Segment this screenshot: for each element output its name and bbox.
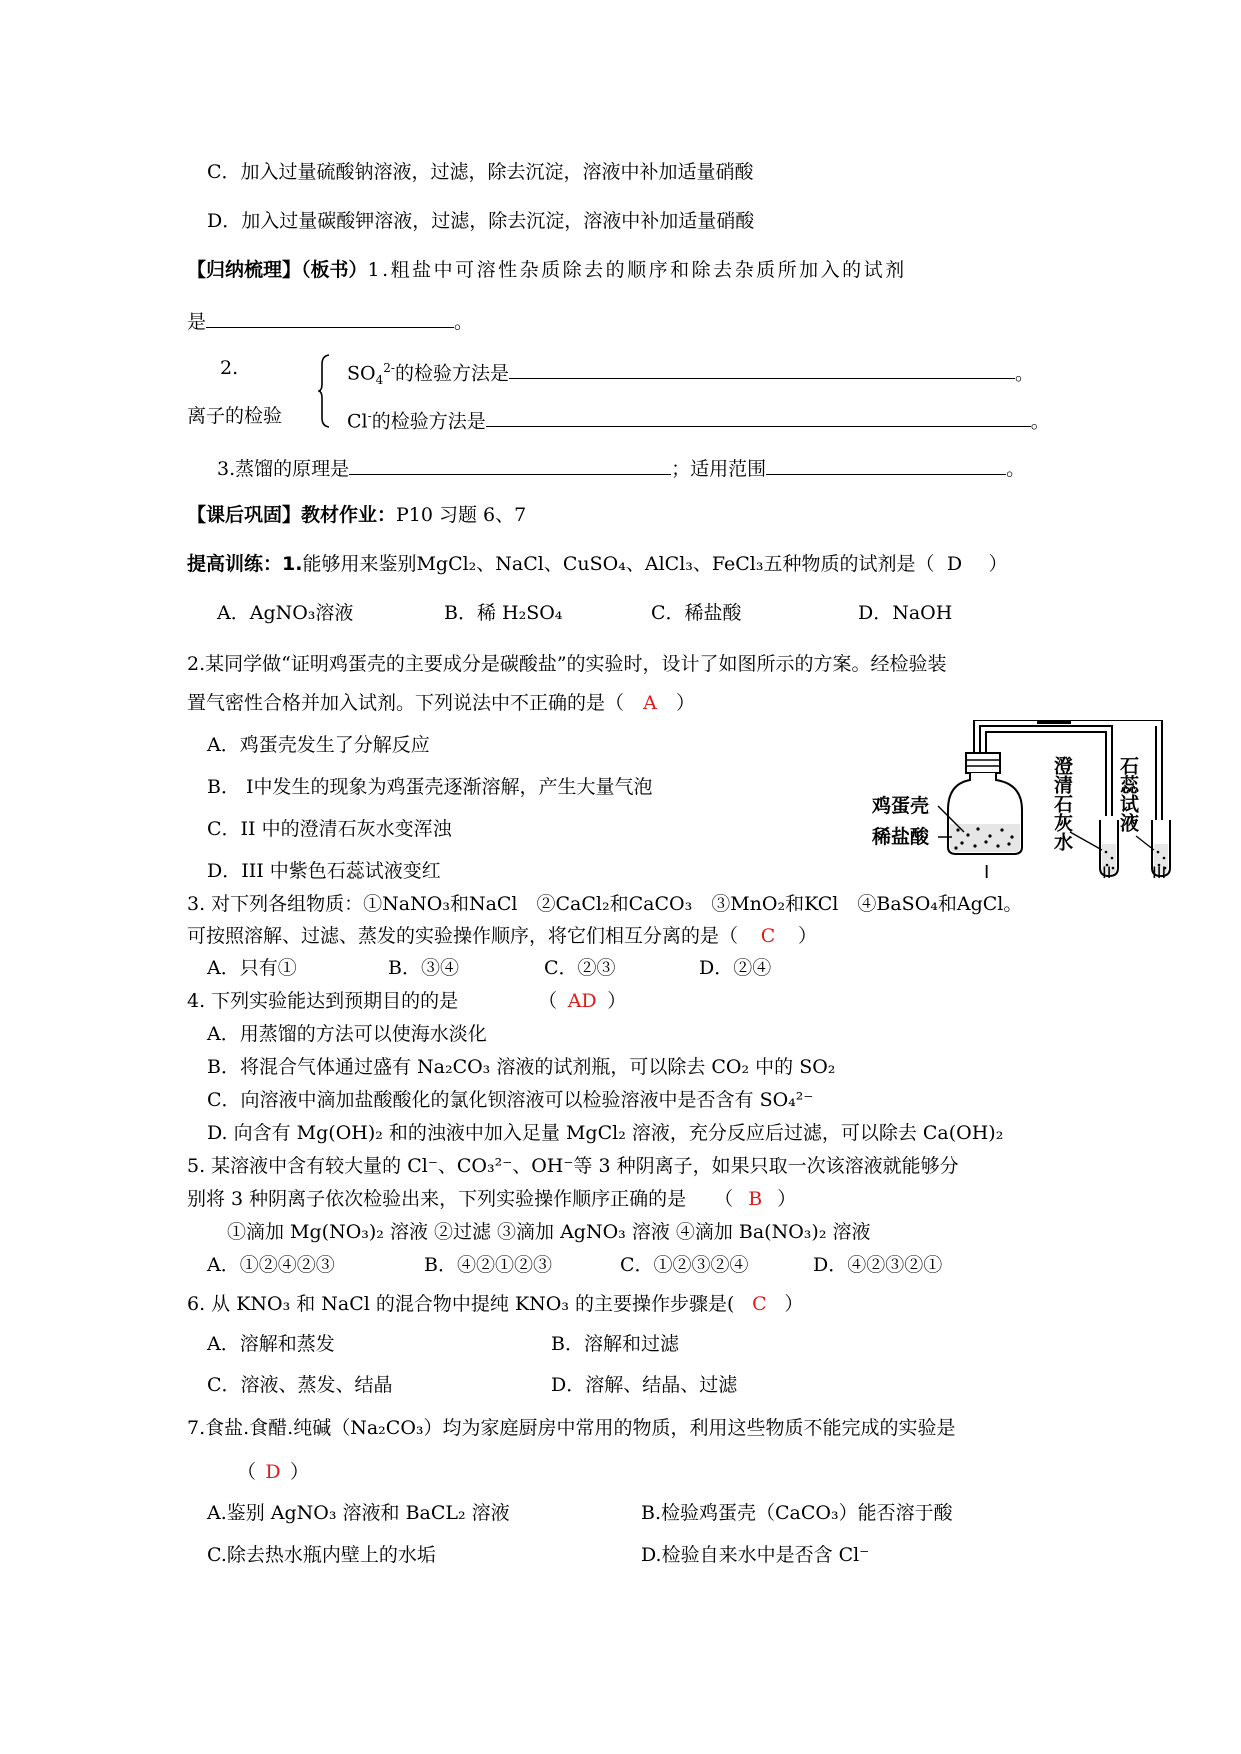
q1-answer: D <box>946 553 963 575</box>
item3-mid: ；适用范围 <box>671 458 767 480</box>
q1-option-a: A．AgNO₃溶液 <box>217 602 354 624</box>
q5-open: （ <box>714 1188 734 1210</box>
q2-option-c: C．II 中的澄清石灰水变浑浊 <box>207 818 452 840</box>
homework-line <box>187 503 526 527</box>
summary-heading: 【归纳梳理】（板书） <box>187 259 368 281</box>
q1-stem <box>187 552 1008 576</box>
cl-label: 的检验方法是 <box>371 410 486 433</box>
label-limewater: 澄清石灰水 <box>1051 756 1073 851</box>
q2-option-b: B． Ⅰ中发生的现象为鸡蛋壳逐渐溶解，产生大量气泡 <box>207 776 653 798</box>
q4-option-b: B．将混合气体通过盛有 Na₂CO₃ 溶液的试剂瓶，可以除去 CO₂ 中的 SO₂ <box>207 1056 836 1078</box>
q4-open: （ <box>538 990 558 1012</box>
q2-answer: A <box>643 692 657 714</box>
q5-option-d: D．④②③②① <box>813 1254 943 1276</box>
q5-option-c: C．①②③②④ <box>620 1254 749 1276</box>
q4-option-a: A．用蒸馏的方法可以使海水淡化 <box>207 1023 487 1045</box>
q5-stem-line1: 5. 某溶液中含有较大量的 Cl⁻、CO₃²⁻、OH⁻等 3 种阴离子，如果只取一次该溶液就能够分 <box>187 1155 959 1177</box>
q7-option-c: C.除去热水瓶内壁上的水垢 <box>207 1544 436 1566</box>
q6-close: ） <box>784 1293 804 1315</box>
q4-stem <box>187 989 626 1013</box>
label-litmus: 石蕊试液 <box>1117 756 1139 832</box>
q6-text: 6. 从 KNO₃ 和 NaCl 的混合物中提纯 KNO₃ 的主要操作步骤是( <box>187 1293 735 1315</box>
q1-option-d: D．NaOH <box>858 602 953 624</box>
label-eggshell: 鸡蛋壳 <box>872 795 930 817</box>
label-tube-3: III <box>1152 863 1167 882</box>
period: 。 <box>454 311 474 333</box>
q6-stem <box>187 1292 803 1316</box>
q3-stem-line1: 3. 对下列各组物质：①NaNO₃和NaCl ②CaCl₂和CaCO₃ ③MnO₂和KCl ④BaSO₄和AgCl。 <box>187 893 1023 915</box>
item2-label: 离子的检验 <box>187 405 283 427</box>
so4-formula: SO <box>347 362 376 385</box>
option-d-prev: D．加入过量碳酸钾溶液，过滤，除去沉淀，溶液中补加适量硝酸 <box>207 210 755 232</box>
option-c-prev: C．加入过量硫酸钠溶液，过滤，除去沉淀，溶液中补加适量硝酸 <box>207 161 754 183</box>
q5-text: 别将 3 种阴离子依次检验出来，下列实验操作顺序正确的是 <box>187 1188 687 1210</box>
q4-text: 4. 下列实验能达到预期目的的是 <box>187 990 459 1012</box>
q6-option-d: D．溶解、结晶、过滤 <box>551 1374 738 1396</box>
q4-option-c: C．向溶液中滴加盐酸酸化的氯化钡溶液可以检验溶液中是否含有 SO₄²⁻ <box>207 1089 814 1111</box>
q3-option-c: C．②③ <box>544 957 616 979</box>
q1-prefix: 提高训练：1. <box>187 553 303 575</box>
blank-distillation-scope[interactable] <box>766 454 1006 475</box>
q2-text: 置气密性合格并加入试剂。下列说法中不正确的是（ <box>187 692 625 714</box>
q3-stem-line2 <box>187 924 817 948</box>
blank-so4-method[interactable] <box>509 358 1015 379</box>
summary-line1-cont <box>187 307 473 334</box>
summary-item1: 1.粗盐中可溶性杂质除去的顺序和除去杂质所加入的试剂 <box>367 259 907 281</box>
q3-option-a: A．只有① <box>207 957 297 979</box>
summary-line1 <box>187 258 907 282</box>
q7-open: （ <box>237 1461 257 1483</box>
q2-close: ） <box>676 692 696 714</box>
q3-text: 可按照溶解、过滤、蒸发的实验操作顺序，将它们相互分离的是（ <box>187 925 739 947</box>
q7-answer: D <box>265 1461 281 1483</box>
q6-option-b: B．溶解和过滤 <box>551 1333 679 1355</box>
summary-item1-cont: 是 <box>187 311 207 333</box>
q5-steps: ①滴加 Mg(NO₃)₂ 溶液 ②过滤 ③滴加 AgNO₃ 溶液 ④滴加 Ba(NO₃)₂ 溶液 <box>227 1221 871 1243</box>
q2-option-d: D．III 中紫色石蕊试液变红 <box>207 860 441 882</box>
so4-sub: 4 <box>375 373 384 388</box>
q2-stem-line2 <box>187 691 695 715</box>
q7-option-b: B.检验鸡蛋壳（CaCO₃）能否溶于酸 <box>641 1502 953 1524</box>
q1-option-c: C．稀盐酸 <box>651 602 742 624</box>
q1-option-b: B．稀 H₂SO₄ <box>444 602 563 624</box>
q4-close: ） <box>607 990 627 1012</box>
q6-option-c: C．溶液、蒸发、结晶 <box>207 1374 393 1396</box>
q2-option-a: A．鸡蛋壳发生了分解反应 <box>207 734 430 756</box>
left-brace <box>318 354 330 428</box>
q3-close: ） <box>798 925 818 947</box>
so4-test-line <box>347 356 1034 392</box>
q7-close: ） <box>290 1461 310 1483</box>
q3-answer: C <box>760 925 776 947</box>
q5-option-b: B．④②①②③ <box>424 1254 552 1276</box>
homework-heading: 【课后巩固】教材作业： <box>187 504 397 526</box>
q7-stem-line2 <box>237 1460 309 1484</box>
so4-sup: 2- <box>383 361 395 375</box>
q6-option-a: A．溶解和蒸发 <box>207 1333 335 1355</box>
q5-answer: B <box>748 1188 763 1210</box>
q4-option-d: D. 向含有 Mg(OH)₂ 和的浊液中加入足量 MgCl₂ 溶液，充分反应后过滤，可以除去 Ca(OH)₂ <box>207 1122 1004 1144</box>
q7-stem-line1: 7.食盐.食醋.纯碱（Na₂CO₃）均为家庭厨房中常用的物质，利用这些物质不能完成的实验是 <box>187 1417 956 1439</box>
q5-close: ） <box>777 1188 797 1210</box>
item2-number: 2. <box>220 357 239 379</box>
item3-label: 3.蒸馏的原理是 <box>217 458 350 480</box>
blank-cl-method[interactable] <box>486 406 1031 427</box>
q1-close: ） <box>988 553 1008 575</box>
q4-answer: AD <box>567 990 597 1012</box>
q5-option-a: A．①②④②③ <box>207 1254 335 1276</box>
homework-text: P10 习题 6、7 <box>396 504 527 526</box>
q5-stem-line2 <box>187 1187 796 1211</box>
q6-answer: C <box>752 1293 767 1315</box>
apparatus-figure <box>872 720 1192 882</box>
q1-text: 能够用来鉴别MgCl₂、NaCl、CuSO₄、AlCl₃、FeCl₃五种物质的试剂是（ <box>302 553 935 575</box>
q3-option-b: B．③④ <box>388 957 459 979</box>
item3-line <box>217 454 1025 481</box>
q2-stem-line1: 2.某同学做“证明鸡蛋壳的主要成分是碳酸盐”的实验时，设计了如图所示的方案。经检验装 <box>187 653 947 675</box>
label-tube-2: II <box>1102 863 1112 882</box>
q3-option-d: D．②④ <box>699 957 772 979</box>
q7-option-d: D.检验自来水中是否含 Cl⁻ <box>641 1544 870 1566</box>
label-tube-1: I <box>984 862 990 882</box>
so4-label: 的检验方法是 <box>394 362 509 385</box>
label-hcl: 稀盐酸 <box>872 826 930 848</box>
period: 。 <box>1006 458 1026 480</box>
cl-test-line <box>347 404 1050 433</box>
period: 。 <box>1030 410 1050 433</box>
q7-option-a: A.鉴别 AgNO₃ 溶液和 BaCL₂ 溶液 <box>207 1502 510 1524</box>
period: 。 <box>1014 362 1034 385</box>
cl-formula: Cl <box>347 410 368 433</box>
cl-sup: - <box>367 409 372 423</box>
blank-reagents[interactable] <box>206 307 454 328</box>
blank-distillation-principle[interactable] <box>349 454 671 475</box>
